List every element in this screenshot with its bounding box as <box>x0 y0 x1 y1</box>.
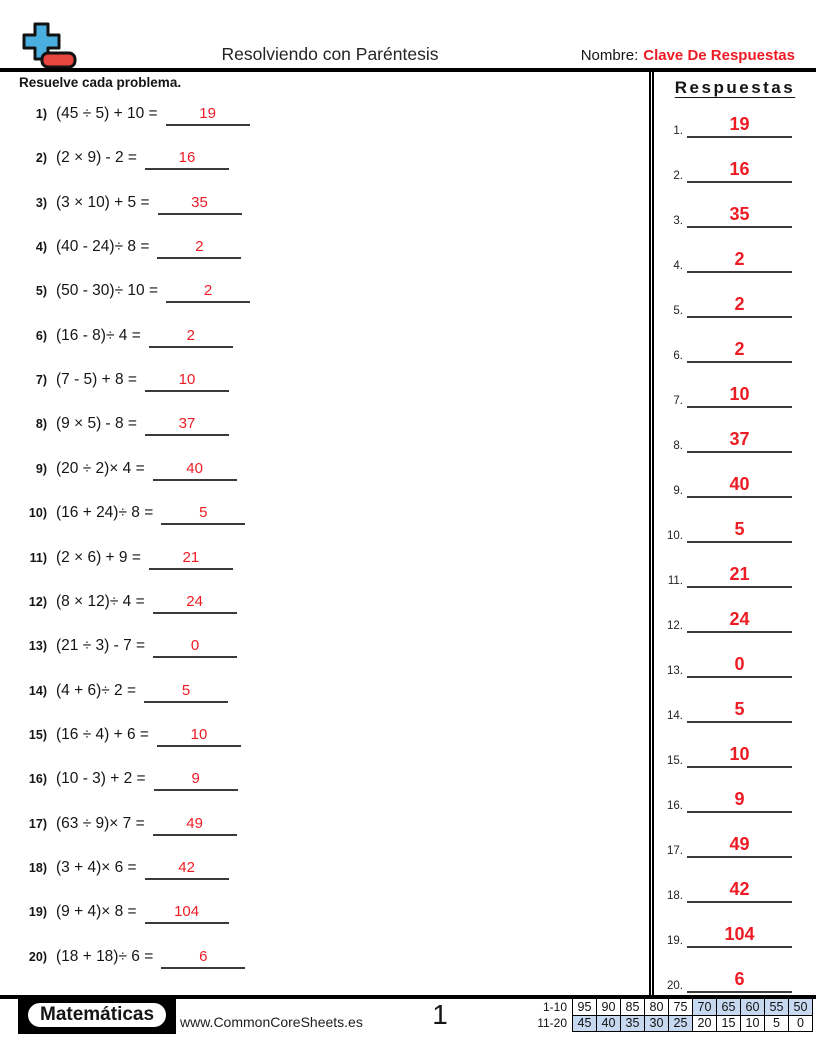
brand-label: Matemáticas <box>25 1000 169 1030</box>
problem-row <box>15 237 241 259</box>
problem-row <box>15 858 229 880</box>
grading-table-row <box>537 1015 812 1032</box>
grading-score-cell: 60 <box>741 999 765 1016</box>
answers-panel-title: Respuestas <box>674 78 796 97</box>
problem-expression: (16 ÷ 4) + 6 = <box>56 725 149 743</box>
answer-line: 5 <box>687 698 792 723</box>
answer-number: 15. <box>667 755 683 767</box>
name-value: Clave De Respuestas <box>643 47 795 64</box>
problem-row <box>15 725 241 747</box>
problem-number: 20) <box>28 949 47 964</box>
problem-expression: (50 - 30)÷ 10 = <box>56 282 158 300</box>
problem-number: 1) <box>35 107 47 121</box>
answer-number: 19. <box>667 935 683 947</box>
problem-expression: (16 - 8)÷ 4 = <box>56 326 141 344</box>
grading-score-cell: 85 <box>621 999 645 1016</box>
problem-answer-line: 10 <box>145 370 229 392</box>
page-title: Resolviendo con Paréntesis <box>221 44 439 64</box>
answer-row <box>659 562 792 588</box>
problem-answer-line: 21 <box>149 548 233 570</box>
problem-answer-line: 49 <box>153 814 237 836</box>
answer-number: 10. <box>667 530 683 542</box>
problem-number: 17) <box>28 816 47 831</box>
grading-score-cell: 0 <box>789 1015 813 1032</box>
instructions-text: Resuelve cada problema. <box>19 75 182 90</box>
answer-row <box>659 922 792 948</box>
answer-row <box>659 517 792 543</box>
grading-table <box>537 998 813 1032</box>
answer-row <box>659 967 792 993</box>
grading-score-cell: 90 <box>597 999 621 1016</box>
problem-number: 16) <box>28 772 47 787</box>
answer-number: 7. <box>673 395 683 407</box>
problem-number: 7) <box>35 373 47 388</box>
answer-number: 4. <box>673 260 683 272</box>
answer-number: 14. <box>667 710 683 722</box>
answer-row <box>659 472 792 498</box>
problem-expression: (10 - 3) + 2 = <box>56 770 146 788</box>
problem-row <box>15 193 242 215</box>
problem-number: 10) <box>28 506 47 521</box>
answer-row <box>659 652 792 678</box>
answer-row <box>659 247 792 273</box>
answer-line: 6 <box>687 968 792 993</box>
problem-row <box>15 370 229 392</box>
problem-expression: (63 ÷ 9)× 7 = <box>56 814 145 832</box>
answer-line: 49 <box>687 833 792 858</box>
answer-number: 1. <box>673 125 683 137</box>
answer-number: 9. <box>673 485 683 497</box>
answer-row <box>659 832 792 858</box>
problem-answer-line: 2 <box>149 326 233 348</box>
answer-line: 21 <box>687 563 792 588</box>
problem-answer-line: 37 <box>145 414 229 436</box>
problem-expression: (2 × 6) + 9 = <box>56 548 141 566</box>
problem-row <box>15 636 237 658</box>
answer-line: 40 <box>687 473 792 498</box>
answer-line: 35 <box>687 203 792 228</box>
problem-expression: (8 × 12)÷ 4 = <box>56 592 145 610</box>
answer-row <box>659 382 792 408</box>
problem-expression: (20 ÷ 2)× 4 = <box>56 459 145 477</box>
grading-score-cell: 20 <box>693 1015 717 1032</box>
answer-row <box>659 337 792 363</box>
answer-number: 12. <box>667 620 683 632</box>
problem-answer-line: 5 <box>161 503 245 525</box>
answer-number: 2. <box>673 170 683 182</box>
grading-score-cell: 10 <box>741 1015 765 1032</box>
problem-row <box>15 459 237 481</box>
grading-score-cell: 70 <box>693 999 717 1016</box>
answer-number: 3. <box>673 215 683 227</box>
problem-answer-line: 104 <box>145 902 229 924</box>
problem-row <box>15 148 229 170</box>
problem-row <box>15 681 228 703</box>
grading-score-cell: 45 <box>573 1015 597 1032</box>
grading-score-cell: 65 <box>717 999 741 1016</box>
answer-number: 6. <box>673 350 683 362</box>
answer-row <box>659 697 792 723</box>
problem-number: 2) <box>35 151 47 166</box>
problem-row <box>15 548 233 570</box>
problem-answer-line: 35 <box>158 193 242 215</box>
answer-line: 2 <box>687 293 792 318</box>
grading-range-label: 1-10 <box>542 999 567 1014</box>
answer-row <box>659 427 792 453</box>
answer-row <box>659 742 792 768</box>
answer-line: 10 <box>687 383 792 408</box>
answer-row <box>659 877 792 903</box>
page-number: 1 <box>432 999 448 1030</box>
problem-row <box>15 326 233 348</box>
problem-expression: (4 + 6)÷ 2 = <box>56 681 137 699</box>
problem-answer-line: 40 <box>153 459 237 481</box>
problem-answer-line: 9 <box>154 769 238 791</box>
problem-number: 15) <box>28 727 47 742</box>
grading-table-wrap <box>537 998 813 1032</box>
grading-score-cell: 30 <box>645 1015 669 1032</box>
website-url: www.CommonCoreSheets.es <box>180 1014 363 1030</box>
answer-number: 20. <box>667 980 683 992</box>
problem-number: 9) <box>35 461 47 476</box>
grading-score-cell: 75 <box>669 999 693 1016</box>
grading-score-cell: 15 <box>717 1015 741 1032</box>
problem-expression: (40 - 24)÷ 8 = <box>56 238 150 256</box>
answer-number: 13. <box>667 665 683 677</box>
problem-expression: (21 ÷ 3) - 7 = <box>56 637 146 655</box>
problem-number: 11) <box>29 550 47 565</box>
answer-row <box>659 787 792 813</box>
grading-score-cell: 55 <box>765 999 789 1016</box>
problem-row <box>15 104 250 126</box>
answer-line: 10 <box>687 743 792 768</box>
problem-row <box>15 414 229 436</box>
problem-row <box>15 947 245 969</box>
problem-row <box>15 769 238 791</box>
answer-line: 19 <box>687 113 792 138</box>
answer-line: 0 <box>687 653 792 678</box>
problem-expression: (3 × 10) + 5 = <box>56 193 150 211</box>
problem-answer-line: 0 <box>153 636 237 658</box>
problem-number: 6) <box>35 328 47 343</box>
problem-expression: (7 - 5) + 8 = <box>56 371 137 389</box>
answer-number: 5. <box>673 305 683 317</box>
answer-line: 9 <box>687 788 792 813</box>
answer-number: 17. <box>667 845 683 857</box>
grading-table-row <box>537 999 812 1016</box>
name-label: Nombre: <box>580 47 639 64</box>
problem-expression: (3 + 4)× 6 = <box>56 858 137 876</box>
problem-number: 19) <box>28 905 47 920</box>
problem-answer-line: 24 <box>153 592 237 614</box>
grading-score-cell: 25 <box>669 1015 693 1032</box>
problem-number: 8) <box>35 417 47 432</box>
problem-answer-line: 5 <box>144 681 228 703</box>
answer-line: 42 <box>687 878 792 903</box>
problem-answer-line: 10 <box>157 725 241 747</box>
problem-row <box>15 902 229 924</box>
answer-line: 5 <box>687 518 792 543</box>
answer-line: 2 <box>687 338 792 363</box>
answer-line: 24 <box>687 608 792 633</box>
problem-row <box>15 503 245 525</box>
problem-number: 5) <box>35 284 47 299</box>
answer-line: 16 <box>687 158 792 183</box>
problem-number: 18) <box>28 860 47 875</box>
grading-score-cell: 5 <box>765 1015 789 1032</box>
problem-number: 13) <box>28 639 47 654</box>
problem-row <box>15 592 237 614</box>
problem-row <box>15 814 237 836</box>
answer-number: 8. <box>673 440 683 452</box>
brand-badge <box>18 996 176 1034</box>
answers-panel <box>649 72 816 995</box>
problem-expression: (45 ÷ 5) + 10 = <box>56 105 158 122</box>
problem-answer-line: 16 <box>145 148 229 170</box>
answer-number: 18. <box>667 890 683 902</box>
problem-row <box>15 281 250 303</box>
problem-number: 3) <box>35 195 47 210</box>
problem-expression: (9 + 4)× 8 = <box>56 903 137 921</box>
problem-number: 14) <box>28 683 47 698</box>
problem-number: 4) <box>35 240 47 255</box>
answer-row <box>659 607 792 633</box>
problem-answer-line: 2 <box>157 237 241 259</box>
answer-line: 104 <box>687 923 792 948</box>
answer-row <box>659 112 792 138</box>
problem-expression: (16 + 24)÷ 8 = <box>56 504 154 522</box>
problem-expression: (2 × 9) - 2 = <box>56 149 137 167</box>
problem-answer-line: 6 <box>161 947 245 969</box>
grading-score-cell: 95 <box>573 999 597 1016</box>
grading-score-cell: 40 <box>597 1015 621 1032</box>
grading-score-cell: 50 <box>789 999 813 1016</box>
grading-range-label: 11-20 <box>537 1016 567 1031</box>
problem-number: 12) <box>28 594 47 609</box>
grading-score-cell: 80 <box>645 999 669 1016</box>
problem-answer-line: 2 <box>166 281 250 303</box>
answer-line: 37 <box>687 428 792 453</box>
problem-expression: (18 + 18)÷ 6 = <box>56 947 154 965</box>
answer-row <box>659 157 792 183</box>
answer-line: 2 <box>687 248 792 273</box>
grading-score-cell: 35 <box>621 1015 645 1032</box>
answer-number: 16. <box>667 800 683 812</box>
answer-row <box>659 292 792 318</box>
answer-number: 11. <box>667 575 683 587</box>
problem-answer-line: 19 <box>166 104 250 126</box>
problem-answer-line: 42 <box>145 858 229 880</box>
problem-expression: (9 × 5) - 8 = <box>56 415 137 433</box>
answer-row <box>659 202 792 228</box>
